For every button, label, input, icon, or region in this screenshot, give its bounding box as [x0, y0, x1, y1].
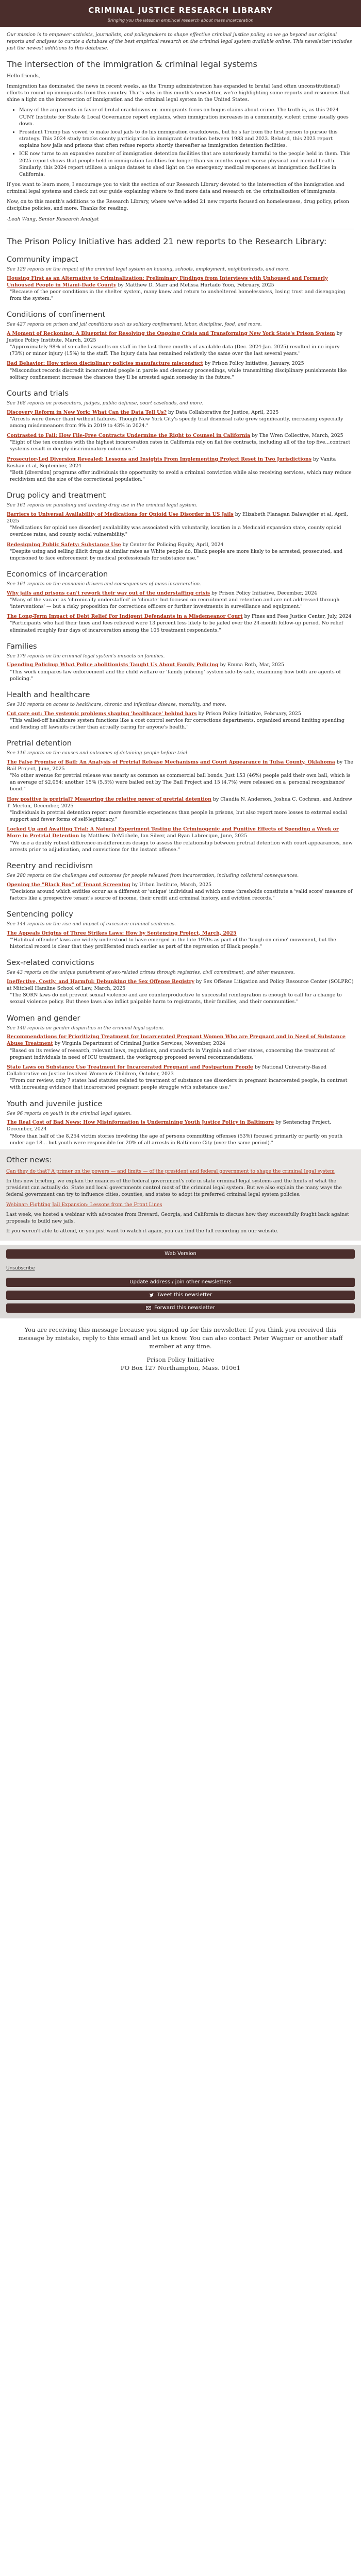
section-heading: Reentry and recidivism: [7, 861, 93, 870]
report-item: [7, 978, 354, 1006]
report-item: [7, 432, 354, 452]
section-summary: See 427 reports on prison and jail conditions such as solitary confinement, labor, discipline, food, and more.: [7, 322, 262, 328]
report-byline: by Elizabeth Flanagan Balawajder et al, April, 2025: [7, 511, 348, 524]
section-summary: See 43 reports on the unique punishment of sex-related crimes through registries, civil commitment, and other measures.: [7, 970, 295, 976]
report-byline: by National University-Based Collaborative on Justice Involved Women & Children, October, 2023: [7, 1064, 327, 1077]
report-quote: "From our review, only 7 states had statutes related to treatment of substance use disorders in pregnant incarcerated people, in contrast with increasing evidence that incarcerated pregnant people struggle with substance use.": [10, 1078, 348, 1091]
section-summary: See 179 reports on the criminal legal system's impacts on families.: [7, 653, 165, 659]
report-byline: by Vanita Keshav et al, September, 2024: [7, 456, 336, 469]
report-item: [7, 330, 354, 358]
section-summary: See 280 reports on the challenges and outcomes for people released from incarceration, including collateral consequences.: [7, 873, 299, 878]
other-news: [0, 1149, 361, 1241]
report-quote: "Because of the poor conditions in the shelter system, many knew and return to unsheltered homelessness, losing trust and disengaging from the system.": [10, 289, 346, 301]
web-version-button[interactable]: [6, 1249, 355, 1259]
report-item: [7, 541, 354, 562]
report-citation: [7, 796, 354, 809]
other-news-heading: Other news:: [6, 1156, 52, 1164]
action-buttons: [0, 1273, 361, 1318]
report-item: [7, 1064, 354, 1091]
report-item: [7, 360, 354, 380]
tweet-label: Tweet this newsletter: [157, 1292, 212, 1298]
report-quote: "This work compares law enforcement and the child welfare or 'family policing' system side-by-side, examining how both are agents of policing.": [10, 669, 341, 682]
section-summary: See 161 reports on punishing and treating drug use in the criminal legal system.: [7, 503, 198, 509]
report-item: [7, 1119, 354, 1146]
report-title-link[interactable]: Locked Up and Awaiting Trial: A Natural Experiment Testing the Criminogenic and Punitive Effects of Spending a Week or More in Pretrial Detention: [7, 826, 339, 839]
report-item: [7, 930, 354, 950]
report-item: [7, 456, 354, 483]
section-summary: See 168 reports on prosecutors, judges, public defense, court caseloads, and more.: [7, 401, 204, 406]
org-name: Prison Policy Initiative: [146, 1356, 215, 1364]
briefing-link[interactable]: Can they do that? A primer on the powers — and limits — of the president and federal government to shape the criminal legal system: [6, 1168, 335, 1174]
report-byline: by Justice Policy Institute, March, 2025: [7, 330, 342, 343]
feature-bullet: • President Trump has vowed to make local jails to do his immigration crackdowns, but he's far from the first person to pursue this strategy. This 2024 study tracks county participation in immigrant detention between 1983 and 2023. Related, this 2023 report explains how jails and prisons that often refuse reports shortly thereafter as immigration detention facilities.: [19, 129, 354, 149]
report-citation: [7, 330, 354, 344]
report-item: [7, 826, 354, 853]
newsletter-subtitle: Bringing you the latest in empirical research about mass incarceration: [107, 18, 254, 23]
section-heading: Sex-related convictions: [7, 959, 94, 968]
report-byline: by Virginia Department of Criminal Justice Services, November, 2024: [53, 1041, 225, 1047]
report-citation: [7, 662, 354, 668]
section-heading: Families: [7, 642, 37, 651]
section-heading: Women and gender: [7, 1014, 80, 1023]
report-quote: "Based on its review of research, relevant laws, regulations, and standards in Virginia and other states, concerning the treatment of pregnant individuals in need of ICU treatment, the workgroup proposed several recommendations.": [10, 1047, 335, 1060]
report-title-link[interactable]: The Real Cost of Bad News: How Misinformation is Undermining Youth Justice Policy in Baltimore: [7, 1120, 274, 1126]
report-citation: [7, 511, 354, 524]
report-citation: [7, 710, 354, 717]
report-title-link[interactable]: Cut care out: The systemic problems shaping 'healthcare' behind bars: [7, 710, 197, 717]
other-news-text: Last week, we hosted a webinar with advocates from Brevard, Georgia, and California to discuss how they successfully fought back against proposals to build new jails.: [6, 1211, 349, 1224]
feature-heading: The intersection of the immigration & criminal legal systems: [7, 59, 257, 69]
report-citation: [7, 1033, 354, 1047]
report-item: [7, 275, 354, 302]
section-heading: Community impact: [7, 255, 78, 264]
report-title-link[interactable]: The Appeals Origins of Three Strikes Laws: How by Sentencing Project, March, 2025: [7, 930, 237, 936]
report-byline: by Sentencing Project, December, 2024: [7, 1120, 332, 1132]
report-quote: "Decisions around which entities occur as a different or 'unique' individual and which come thresholds constitute a 'valid score' measure of factors like a prospective tenant's source of income, their credit and criminal history, and eviction records.": [10, 888, 353, 901]
section-heading: Youth and juvenile justice: [7, 1099, 103, 1108]
report-title-link[interactable]: Recommendations for Prioritizing Treatment for Incarcerated Pregnant Women Who are Pregnant and in Need of Substance Abuse Treatment: [7, 1034, 346, 1047]
report-citation: [7, 930, 354, 937]
report-item: [7, 613, 354, 633]
unsubscribe-label[interactable]: Unsubscribe: [6, 1266, 35, 1272]
report-quote: "Eight of the ten counties with the highest incarceration rates in California rely on flat fee contracts, including all of the top five...contract systems result in deeply discriminatory outcomes.": [10, 439, 351, 452]
forward-label: Forward this newsletter: [154, 1304, 215, 1311]
newsletter-title: CRIMINAL JUSTICE RESEARCH LIBRARY: [88, 6, 273, 15]
signature: -Leah Wang, Senior Research Analyst: [7, 216, 99, 222]
webinar-link[interactable]: Webinar: Fighting Jail Expansion: Lessons from the Front Lines: [6, 1201, 162, 1208]
report-item: [7, 710, 354, 731]
report-citation: [7, 882, 354, 888]
report-title-link[interactable]: The Long-Term Impact of Debt Relief For Indigent Defendants in a Misdemeanor Court: [7, 614, 243, 620]
report-quote: "'Habitual offender' laws are widely understood to have emerged in the late 1970s as part of the 'tough on crime' movement, but the historical record is clear that they proliferated much earlier as part of the repression of Black people.": [10, 937, 336, 950]
feature-paragraph: If you want to learn more, I encourage you to visit the section of our Research Library devoted to the intersection of the immigration and criminal legal systems and check out our guide explaining where to find more data and research on the criminalization of immigrants.: [7, 182, 344, 195]
forward-button[interactable]: [6, 1303, 355, 1313]
feature-list: [19, 107, 354, 178]
report-citation: [7, 360, 354, 367]
report-citation: [7, 409, 354, 416]
report-quote: "Participants who had their fines and fees relieved were 13 percent less likely to be jailed over the 24-month follow-up period. No relief eliminated roughly four days of incarceration among the 105 treatment respondents.": [10, 620, 343, 633]
report-quote: "No other avenue for pretrial release was nearly as common as commercial bail bonds. Just 153 (46%) people paid their own bail, which is an average of $2,054; another 15% (5.5%) were bailed out by The Bail Project and 15 (4.7%) were released on a 'personal recognizance' bond.": [10, 773, 351, 792]
report-citation: [7, 590, 354, 597]
report-byline: by Urban Institute, March, 2025: [130, 882, 212, 888]
report-title-link[interactable]: Contrasted to Fail: How File-Free Contracts Undermine the Right to Counsel in California: [7, 433, 251, 439]
report-title-link[interactable]: Upending Policing: What Police abolitionists Taught Us About Family Policing: [7, 662, 219, 668]
email-icon: [146, 1306, 151, 1311]
update-address-label: Update address / join other newsletters: [129, 1279, 232, 1285]
report-title-link[interactable]: Why jails and prisons can't rework their way out of the understaffing crisis: [7, 590, 210, 596]
section-heading: Economics of incarceration: [7, 570, 108, 579]
report-byline: by Sex Offense Litigation and Policy Resource Center (SOLPRC) at Mitchell Hamline School of Law, March, 2025: [7, 978, 354, 992]
report-title-link[interactable]: Discovery Reform in New York: What Can the Data Tell Us?: [7, 409, 167, 415]
web-version-label: Web Version: [165, 1251, 196, 1257]
report-quote: "The SORN laws do not prevent sexual violence and are counterproductive to successful reintegration is enough to call for a change to sexual violence policy. But these laws also inflict palpable harm to registrants, their families, and their communities.": [10, 992, 342, 1005]
report-quote: "Both [diversion] programs offer individuals the opportunity to avoid a criminal conviction while also receiving services, which may reduce recidivism and the size of the correctional population.": [10, 469, 352, 483]
report-citation: [7, 826, 354, 839]
section-summary: See 161 reports on the economic drivers and consequences of mass incarceration.: [7, 582, 202, 587]
report-title-link[interactable]: The False Promise of Bail: An Analysis of Pretrial Release Mechanisms and Court Appearance in Tulsa County, Oklahoma: [7, 759, 335, 765]
report-quote: "This walled-off healthcare system functions like a cost control service for corrections departments, organized around limiting spending and fending off lawsuits rather than actually caring for anyone's health.": [10, 717, 344, 730]
report-item: [7, 882, 354, 902]
action-buttons: [0, 1245, 361, 1264]
newsletter-body: [0, 27, 361, 1146]
tweet-button[interactable]: [6, 1291, 355, 1300]
report-byline: by The Wren Collective, March, 2025: [250, 433, 343, 439]
report-title-link[interactable]: Barriers to Universal Availability of Medications for Opioid Use Disorder in US Jails: [7, 511, 234, 517]
section-heading: Pretrial detention: [7, 739, 72, 748]
report-item: [7, 662, 354, 682]
report-title-link[interactable]: Prosecutor-Led Diversion Revealed: Lessons and Insights From Implementing Project Reset in Two Jurisdictions: [7, 456, 312, 462]
other-news-text: In this new briefing, we explain the nuances of the federal government's role in state criminal legal systems and the limits of what the president can actually do. State and local governments control most of the criminal legal system. But we also explain the many ways the federal government can try to influence cities, counties, and states to adopt its preferred criminal legal system policies.: [6, 1178, 342, 1198]
report-citation: [7, 456, 354, 469]
org-address: PO Box 127 Northampton, Mass. 01061: [120, 1364, 241, 1372]
footer-note: You are receiving this message because you signed up for this newsletter. If you think you received this message by mistake, reply to this email and let us know. You can also contact Peter Wagner or another staff member at any time.: [18, 1326, 343, 1350]
section-summary: See 144 reports on the rise and impact of excessive criminal sentences.: [7, 922, 176, 927]
report-citation: [7, 275, 354, 289]
report-byline: by Prison Policy Initiative, February, 2025: [196, 710, 301, 717]
feature-bullet: • Many of the arguments in favor of brutal crackdowns on immigrants focus on bogus claims about crime. The truth is, as this 2024 CUNY Institute for State & Local Governance report explains, when immigration increases in a community, violent crime usually goes down.: [19, 107, 354, 127]
report-quote: "Misconduct records discredit incarcerated people in parole and clemency proceedings, while transmitting disciplinary punishments like solitary confinement increase the chances they'll be arrested again someday in the future.": [10, 367, 347, 380]
report-title-link[interactable]: Housing First as an Alternative to Criminalization: Preliminary Findings from Interviews with Unhoused and Formerly Unhoused People in Miami-Dade County: [7, 275, 328, 288]
report-quote: "Despite using and selling illicit drugs at similar rates as White people do, Black people are more likely to be arrested, prosecuted, and imprisoned to face enforcement by medical professionals for substance use.": [10, 548, 343, 561]
report-item: [7, 511, 354, 538]
greeting: Hello friends,: [7, 73, 40, 79]
section-summary: See 116 reports on the causes and outcomes of detaining people before trial.: [7, 751, 189, 756]
report-citation: [7, 541, 354, 548]
report-quote: "Approximately 98% of so-called assaults on staff in the last three months of available data (Dec. 2024-Jan. 2025) resulted in no injury (73%) or minor injury (15%) to the staff. The injury data has remained relatively the same over the last several years.": [10, 344, 340, 357]
feature-paragraph: Immigration has dominated the news in recent weeks, as the Trump administration has expanded to brutal (and often unconstitutional) efforts to round up immigrants from this country. That's why in this month's newsletter, we're highlighting some reports and resources that shine a light on the intersection of immigration and the criminal legal system in the United States.: [7, 83, 350, 103]
report-quote: "We use a doubly robust difference-in-differences design to assess the relationship between pretrial detention with court appearances, new arrests prior to adjudication, and convictions for the instant offense.": [10, 840, 353, 853]
twitter-icon: [149, 1293, 154, 1298]
report-title-link[interactable]: State Laws on Substance Use Treatment for Incarcerated Pregnant and Postpartum People: [7, 1064, 253, 1070]
other-news-link[interactable]: [6, 1201, 355, 1208]
report-item: [7, 1033, 354, 1061]
feature-paragraph: Now, on to this month's additions to the Research Library, where we've added 21 new reports focused on homelessness, drug policy, prison discipline policies, and more. Thanks for reading.: [7, 199, 349, 212]
report-sections: [7, 255, 354, 1146]
section-summary: See 96 reports on youth in the criminal legal system.: [7, 1111, 132, 1116]
section-heading: Drug policy and treatment: [7, 492, 106, 500]
section-heading: Sentencing policy: [7, 910, 73, 919]
report-citation: [7, 759, 354, 772]
other-news-text: If you weren't able to attend, or you just want to watch it again, you can find the full recording on our website.: [6, 1228, 279, 1234]
report-byline: by The Bail Project, June, 2025: [7, 759, 353, 772]
report-byline: by Data Collaborative for Justice, April, 2025: [167, 409, 279, 415]
report-byline: by Prison Policy Initiative, January, 2025: [203, 361, 304, 367]
section-heading: Conditions of confinement: [7, 311, 106, 319]
report-item: [7, 796, 354, 823]
section-summary: See 140 reports on gender disparities in the criminal legal system.: [7, 1025, 165, 1031]
report-quote: "Individuals in pretrial detention report more favorable experiences than people in prisons, but also report more losses to external social support and fewer forms of self-legitimacy.": [10, 809, 347, 823]
report-quote: "Arrests were (lower than) without failures. Though New York City's speedy trial dismissal rate grew significantly, increasing especially among misdemeanors from 9% in 2019 to 43% in 2024.": [10, 416, 343, 429]
report-byline: by Center for Policing Equity, April, 2024: [121, 541, 224, 548]
report-title-link[interactable]: A Moment of Reckoning: A Blueprint for Resolving the Ongoing Crisis and Transforming New York State's Prison System: [7, 330, 335, 336]
other-news-link[interactable]: [6, 1168, 355, 1175]
report-title-link[interactable]: Redesigning Public Safety: Substance Use: [7, 541, 121, 548]
section-heading: Health and healthcare: [7, 690, 90, 699]
footer-org: [15, 1355, 346, 1372]
report-citation: [7, 1064, 354, 1077]
report-citation: [7, 978, 354, 992]
report-quote: "Medications for opioid use disorder] availability was associated with voluntarily, location in a Medicaid expansion state, county opioid overdose rates, and county social vulnerability.": [10, 525, 341, 538]
report-byline: by Emma Roth, Mar, 2025: [218, 662, 284, 668]
mission-intro: Our mission is to empower activists, journalists, and policymakers to shape effective criminal justice policy, so we go beyond our original reports and analyses to curate a database of the best empirical research on the criminal legal system available online. This newsletter includes just the newest additions to this database.: [7, 32, 352, 51]
report-quote: "More than half of the 8,254 victim stories involving the age of persons committing offenses (53%) focused primarily or partly on youth under age 18... but youth were responsible for 20% of all arrests in Baltimore City (over the same period).": [10, 1133, 343, 1146]
newsletter-banner: [0, 0, 361, 27]
report-byline: by Matthew D. Marr and Melissa Hurtado Yoon, February, 2025: [116, 282, 274, 288]
report-byline: by Fines and Fees Justice Center, July, 2024: [242, 614, 352, 620]
footer: [0, 1318, 361, 1377]
report-item: [7, 590, 354, 610]
section-summary: See 310 reports on access to healthcare, chronic and infectious disease, mortality, and more.: [7, 702, 226, 707]
update-address-button[interactable]: [6, 1278, 355, 1287]
feature-bullet: • ICE now turns to an expansive number of immigration detention facilities that are notoriously harmful to the people held in them. This 2025 report shows that people held in immigration facilities for longer than six months report worse physical and mental health. Similarly, this 2024 report utilizes a unique dataset to shed light on the emergency medical responses at immigration facilities in California.: [19, 150, 354, 178]
report-title-link[interactable]: How positive is pretrial? Measuring the relative power of pretrial detention: [7, 796, 211, 802]
report-title-link[interactable]: Ineffective, Costly, and Harmful: Debunking the Sex Offense Registry: [7, 978, 194, 985]
report-item: [7, 759, 354, 793]
report-byline: by Prison Policy Initiative, December, 2024: [210, 590, 318, 596]
report-citation: [7, 432, 354, 439]
report-citation: [7, 1119, 354, 1132]
report-title-link[interactable]: Opening the "Black Box" of Tenant Screening: [7, 882, 130, 888]
report-byline: by Claudia N. Anderson, Joshua C. Cochran, and Andrew T. Merton, December, 2025: [7, 796, 352, 809]
report-item: [7, 409, 354, 429]
unsubscribe-link[interactable]: [0, 1264, 361, 1273]
report-citation: [7, 613, 354, 620]
report-byline: by Matthew DeMichele, Ian Silver, and Ryan Labrecque, June, 2025: [79, 833, 248, 839]
section-summary: See 129 reports on the impact of the criminal legal system on housing, schools, employment, neighborhoods, and more.: [7, 266, 290, 272]
report-title-link[interactable]: Bad Behavior: How prison disciplinary policies manufacture misconduct: [7, 361, 203, 367]
report-quote: "Many of the vacant as 'chronically understaffed' in 'climate' but focused on recruitment and retention and are not addressed through 'interventions' — but a risky proposition for corrections officers or further investments in surveillance and equipment.": [10, 597, 340, 610]
added-heading: The Prison Policy Initiative has added 21 new reports to the Research Library:: [7, 236, 327, 246]
section-heading: Courts and trials: [7, 389, 69, 398]
